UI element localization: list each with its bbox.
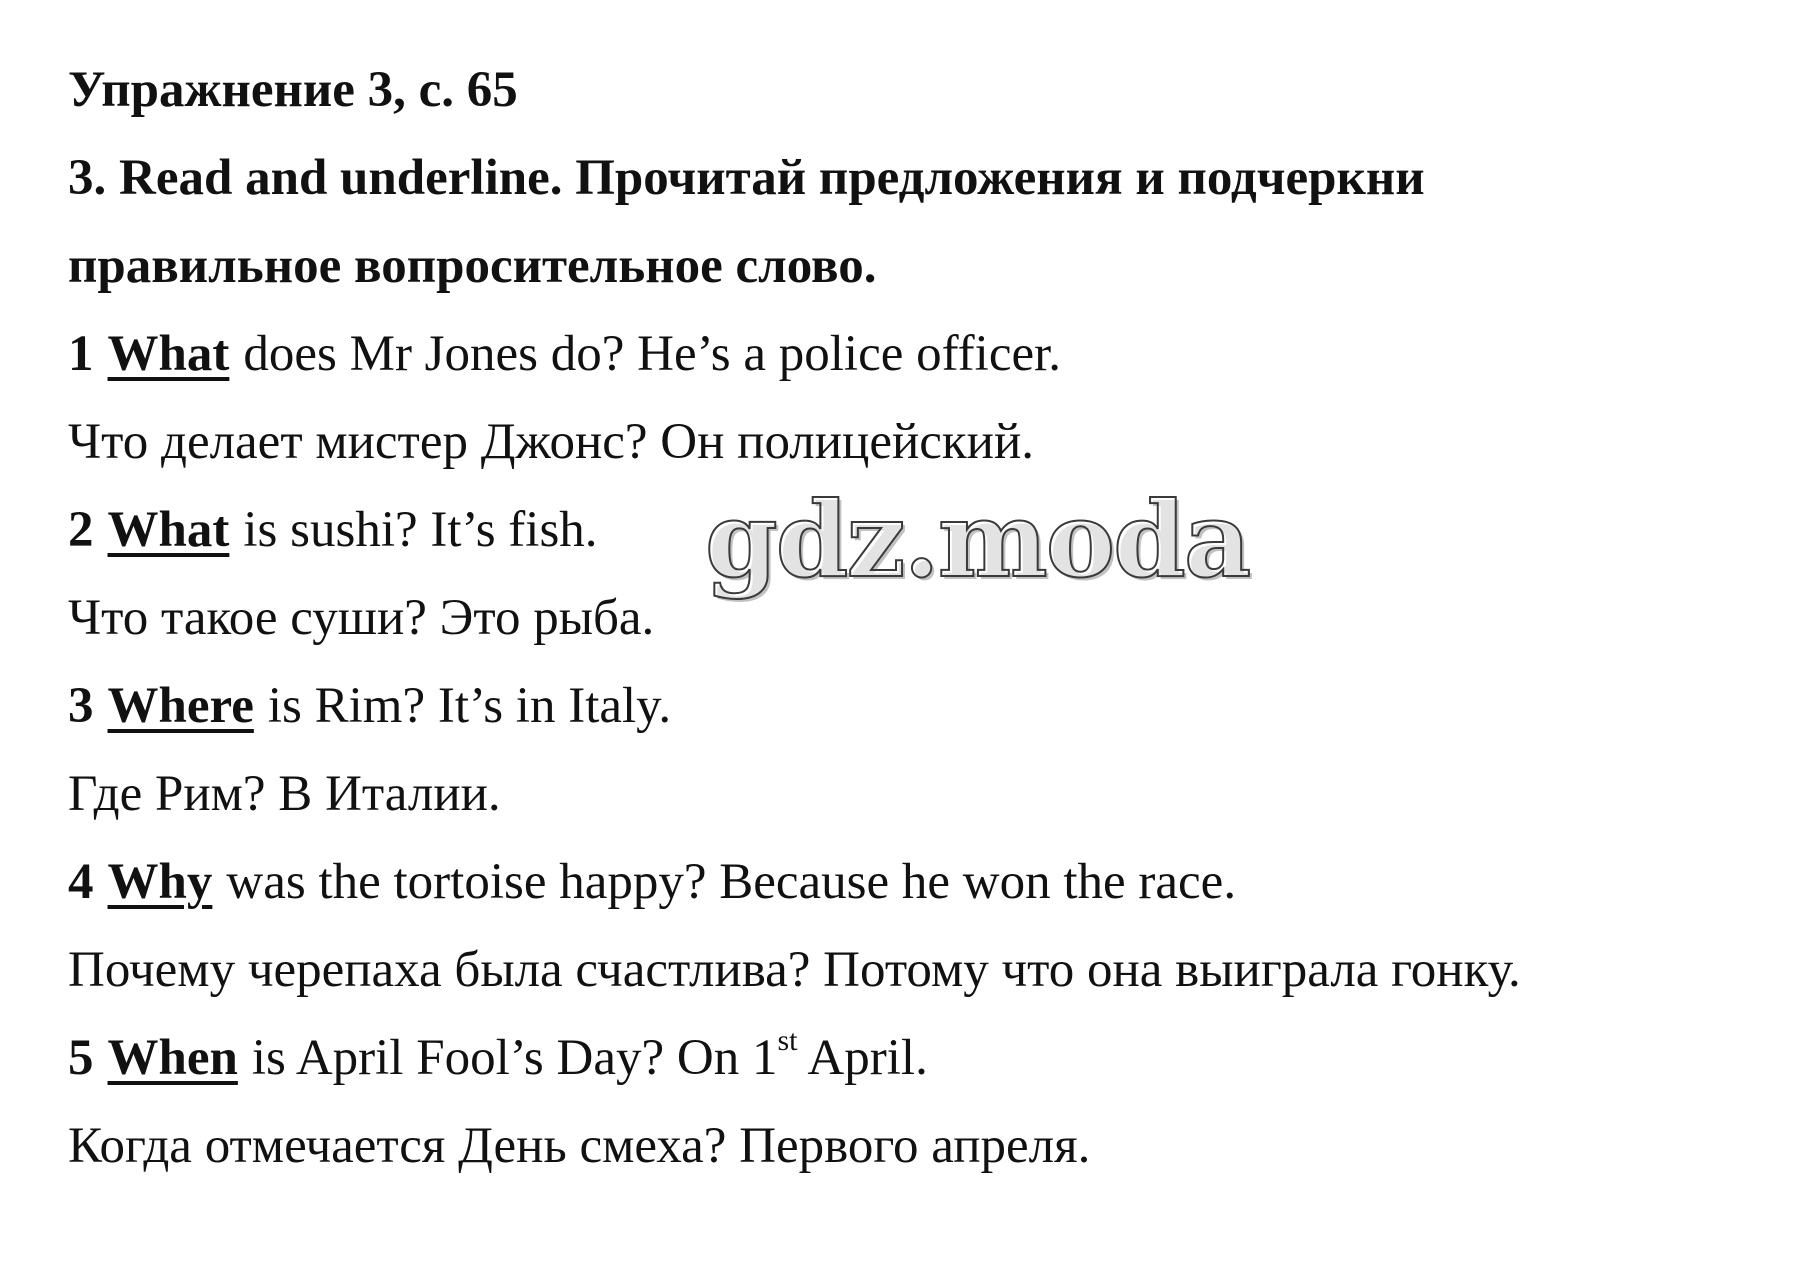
translation-4: Почему черепаха была счастлива? Потому что она выиграла гонку. <box>68 942 1521 998</box>
question-text: is sushi? It’s fish. <box>243 502 598 558</box>
item-number: 2 <box>68 502 94 558</box>
item-number: 3 <box>68 678 94 734</box>
question-2 <box>68 486 1788 574</box>
translation-5: Когда отмечается День смеха? Первого апреля. <box>68 1118 1091 1174</box>
question-5 <box>68 1014 1788 1102</box>
question-word: What <box>107 326 230 382</box>
exercise-title: Упражнение 3, с. 65 <box>68 62 518 118</box>
question-text: does Mr Jones do? He’s a police officer. <box>243 326 1062 382</box>
item-number: 5 <box>68 1030 94 1086</box>
question-1 <box>68 310 1788 398</box>
question-text-end: April. <box>797 1030 928 1086</box>
question-text: is Rim? It’s in Italy. <box>267 678 672 734</box>
translation-3: Где Рим? В Италии. <box>68 766 501 822</box>
watermark-logo: gdz.moda <box>705 478 1250 601</box>
item-number: 4 <box>68 854 94 910</box>
exercise-page <box>68 46 1788 1190</box>
question-3 <box>68 662 1788 750</box>
question-word: What <box>107 502 230 558</box>
question-word: Where <box>107 678 254 734</box>
instruction-line-1: 3. Read and underline. Прочитай предложения и подчеркни <box>68 150 1425 206</box>
translation-2: Что такое суши? Это рыба. <box>68 590 655 646</box>
item-number: 1 <box>68 326 94 382</box>
question-word: Why <box>107 854 213 910</box>
question-text: is April Fool’s Day? On 1 <box>251 1030 778 1086</box>
translation-1: Что делает мистер Джонс? Он полицейский. <box>68 414 1035 470</box>
question-4 <box>68 838 1788 926</box>
question-word: When <box>107 1030 238 1086</box>
question-text: was the tortoise happy? Because he won the race. <box>226 854 1237 910</box>
instruction-line-2: правильное вопросительное слово. <box>68 238 877 294</box>
ordinal-suffix: st <box>777 1024 798 1057</box>
